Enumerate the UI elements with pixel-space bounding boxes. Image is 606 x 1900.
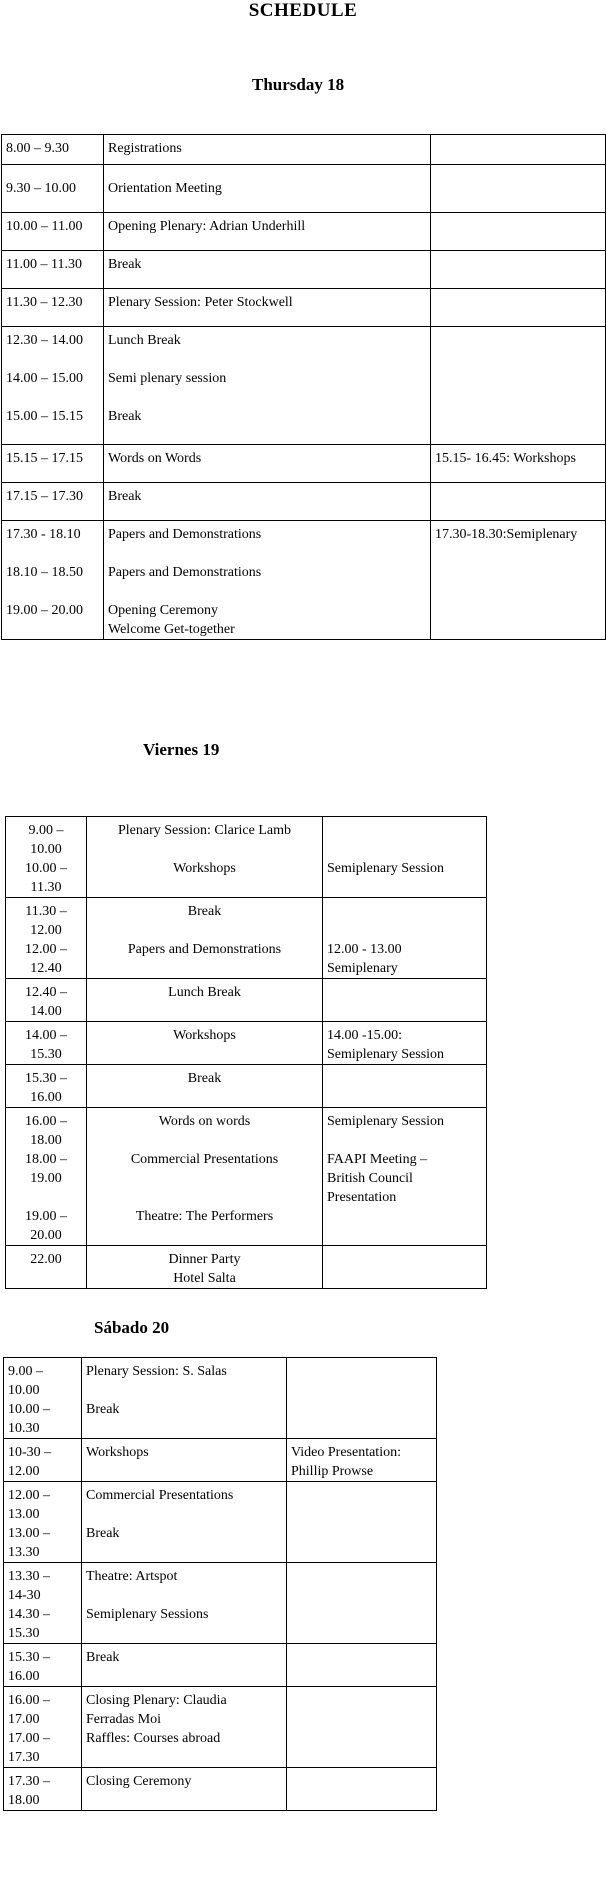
time-cell	[4, 1687, 82, 1768]
event-line	[108, 388, 426, 407]
schedule-row	[2, 251, 606, 289]
time-cell	[4, 1644, 82, 1687]
viernes-schedule-table	[5, 816, 487, 1289]
event-line	[108, 544, 426, 563]
extra-line	[327, 921, 482, 940]
event-cell	[82, 1644, 287, 1687]
time-line: 13.00 –	[8, 1526, 50, 1541]
time-cell	[2, 135, 104, 165]
event-line	[86, 1419, 282, 1438]
event-line: Semi plenary session	[108, 371, 227, 386]
time-cell	[2, 251, 104, 289]
time-line: 14.00 –	[25, 1028, 67, 1043]
time-line: 16.00	[30, 1090, 62, 1105]
event-line	[91, 840, 318, 859]
event-line: Workshops	[173, 861, 236, 876]
event-cell	[104, 445, 431, 483]
time-line: 14.00	[30, 1004, 62, 1019]
extra-cell	[287, 1482, 437, 1563]
time-cell	[2, 213, 104, 251]
event-line: Words on words	[158, 1114, 251, 1129]
event-cell	[87, 1065, 323, 1108]
time-line: 11.30 – 12.30	[6, 295, 83, 310]
time-line: 15.15 – 17.15	[6, 451, 83, 466]
time-line: 19.00 –	[25, 1209, 67, 1224]
schedule-row	[2, 289, 606, 327]
schedule-row	[6, 817, 487, 898]
extra-cell	[431, 289, 606, 327]
event-line: Break	[86, 1526, 120, 1541]
event-line: Commercial Presentations	[86, 1488, 234, 1503]
event-line: Commercial Presentations	[130, 1152, 279, 1167]
time-line: 10.00	[30, 842, 62, 857]
schedule-row	[4, 1768, 437, 1811]
event-line: Theatre: The Performers	[135, 1209, 274, 1224]
schedule-row	[4, 1687, 437, 1768]
event-cell	[87, 817, 323, 898]
event-line: Hotel Salta	[173, 1271, 236, 1286]
event-line: Raffles: Courses abroad	[86, 1731, 221, 1746]
extra-cell	[431, 165, 606, 213]
time-cell	[2, 445, 104, 483]
extra-line	[327, 1131, 482, 1150]
event-cell	[82, 1563, 287, 1644]
time-line: 10.00 –	[25, 861, 67, 876]
schedule-row	[6, 1022, 487, 1065]
time-line: 18.00	[8, 1793, 40, 1808]
time-cell	[4, 1563, 82, 1644]
event-line: Lunch Break	[108, 333, 181, 348]
time-line: 22.00	[30, 1252, 62, 1267]
time-cell	[6, 979, 87, 1022]
time-line: 14.00 – 15.00	[6, 371, 83, 386]
time-line: 14.30 –	[8, 1607, 50, 1622]
event-cell	[104, 213, 431, 251]
time-cell	[6, 1022, 87, 1065]
time-cell	[4, 1482, 82, 1563]
viernes-heading: Viernes 19	[143, 740, 220, 759]
time-line: 20.00	[30, 1228, 62, 1243]
event-cell	[87, 1022, 323, 1065]
time-line: 15.00 – 15.15	[6, 409, 83, 424]
event-cell	[82, 1439, 287, 1482]
event-cell	[104, 327, 431, 445]
time-line: 10.00	[8, 1383, 40, 1398]
event-line: Papers and Demonstrations	[127, 942, 282, 957]
time-line: 10.00 –	[8, 1402, 50, 1417]
event-cell	[87, 1246, 323, 1289]
event-line: Semiplenary Sessions	[86, 1607, 209, 1622]
event-line	[108, 350, 426, 369]
event-line: Registrations	[108, 141, 182, 156]
time-line: 17.00	[8, 1712, 40, 1727]
event-cell	[104, 165, 431, 213]
event-line	[91, 1226, 318, 1245]
time-cell	[4, 1439, 82, 1482]
extra-cell	[287, 1439, 437, 1482]
event-line: Plenary Session: S. Salas	[86, 1364, 227, 1379]
time-cell	[2, 289, 104, 327]
time-line: 15.30	[30, 1047, 62, 1062]
time-line	[6, 350, 99, 369]
event-line: Ferradas Moi	[86, 1712, 162, 1727]
time-line: 17.30 - 18.10	[6, 527, 81, 542]
schedule-row	[2, 213, 606, 251]
time-line	[10, 1188, 82, 1207]
event-line	[86, 1505, 282, 1524]
time-line: 13.00	[8, 1507, 40, 1522]
extra-cell	[323, 1065, 487, 1108]
event-cell	[104, 289, 431, 327]
extra-line: Semiplenary Session	[327, 1114, 445, 1129]
event-cell	[104, 521, 431, 640]
event-line	[91, 1131, 318, 1150]
extra-cell	[287, 1687, 437, 1768]
event-cell	[104, 251, 431, 289]
time-line: 17.15 – 17.30	[6, 489, 83, 504]
time-line: 16.00 –	[25, 1114, 67, 1129]
event-line: Papers and Demonstrations	[108, 565, 262, 580]
time-line: 12.40 –	[25, 985, 67, 1000]
extra-line	[327, 902, 482, 921]
time-cell	[4, 1358, 82, 1439]
time-cell	[6, 1108, 87, 1246]
time-cell	[2, 327, 104, 445]
time-line: 15.30 –	[25, 1071, 67, 1086]
schedule-row	[2, 521, 606, 640]
extra-line: Semiplenary	[327, 961, 398, 976]
event-line: Opening Plenary: Adrian Underhill	[108, 219, 306, 234]
event-line: Plenary Session: Clarice Lamb	[117, 823, 292, 838]
time-line	[6, 620, 99, 639]
time-line: 9.30 – 10.00	[6, 181, 76, 196]
time-line: 10.30	[8, 1421, 40, 1436]
page-title: SCHEDULE	[248, 0, 358, 21]
event-line: Break	[108, 489, 142, 504]
event-cell	[104, 483, 431, 521]
extra-cell	[431, 135, 606, 165]
time-line: 9.00 –	[8, 1364, 43, 1379]
schedule-row	[6, 979, 487, 1022]
event-line: Break	[187, 904, 222, 919]
time-line: 17.00 –	[8, 1731, 50, 1746]
event-cell	[87, 979, 323, 1022]
extra-line: 15.15- 16.45: Workshops	[435, 451, 576, 466]
sabado-heading: Sábado 20	[94, 1318, 170, 1337]
event-line: Welcome Get-together	[108, 622, 235, 637]
event-cell	[104, 135, 431, 165]
extra-line: Presentation	[327, 1190, 397, 1205]
time-line: 15.30	[8, 1626, 40, 1641]
time-line: 15.30 –	[8, 1650, 50, 1665]
schedule-row	[6, 898, 487, 979]
sabado-schedule-table	[3, 1357, 437, 1811]
time-cell	[6, 1246, 87, 1289]
time-line: 11.30	[30, 880, 62, 895]
extra-line: 12.00 - 13.00	[327, 942, 402, 957]
event-cell	[82, 1482, 287, 1563]
event-cell	[82, 1768, 287, 1811]
extra-cell	[287, 1563, 437, 1644]
event-line	[86, 1748, 282, 1767]
event-line	[91, 1188, 318, 1207]
extra-cell	[431, 327, 606, 445]
extra-line: Phillip Prowse	[291, 1464, 374, 1479]
event-line	[86, 1624, 282, 1643]
time-line: 10-30 –	[8, 1445, 52, 1460]
time-line: 12.00	[30, 923, 62, 938]
time-cell	[6, 1065, 87, 1108]
event-line: Opening Ceremony	[108, 603, 219, 618]
event-line: Break	[108, 257, 142, 272]
time-line: 13.30	[8, 1545, 40, 1560]
time-line: 18.10 – 18.50	[6, 565, 83, 580]
schedule-row	[2, 165, 606, 213]
time-cell	[2, 165, 104, 213]
event-line: Workshops	[173, 1028, 236, 1043]
event-line: Workshops	[86, 1445, 149, 1460]
schedule-row	[2, 445, 606, 483]
extra-cell	[323, 817, 487, 898]
schedule-row	[2, 483, 606, 521]
event-line	[91, 921, 318, 940]
extra-line: Semiplenary Session	[327, 861, 445, 876]
event-line: Break	[86, 1402, 120, 1417]
event-line: Break	[108, 409, 142, 424]
event-line	[91, 959, 318, 978]
schedule-row	[6, 1108, 487, 1246]
time-line: 17.30 –	[8, 1774, 50, 1789]
time-line: 14-30	[8, 1588, 41, 1603]
time-line	[6, 582, 99, 601]
time-line: 11.30 –	[25, 904, 67, 919]
time-line: 12.00	[8, 1464, 40, 1479]
time-line: 19.00 – 20.00	[6, 603, 83, 618]
schedule-row	[4, 1482, 437, 1563]
event-cell	[82, 1358, 287, 1439]
extra-line: Video Presentation:	[291, 1445, 401, 1460]
schedule-row	[6, 1065, 487, 1108]
extra-cell	[287, 1358, 437, 1439]
event-line: Break	[86, 1650, 120, 1665]
event-line	[86, 1586, 282, 1605]
schedule-row	[4, 1644, 437, 1687]
extra-cell	[323, 1022, 487, 1065]
time-line: 16.00 –	[8, 1693, 50, 1708]
extra-cell	[431, 483, 606, 521]
time-line: 12.40	[30, 961, 62, 976]
time-line: 12.30 – 14.00	[6, 333, 83, 348]
event-line: Break	[187, 1071, 222, 1086]
schedule-row	[6, 1246, 487, 1289]
event-line: Words on Words	[108, 451, 202, 466]
event-line	[108, 582, 426, 601]
event-line: Plenary Session: Peter Stockwell	[108, 295, 293, 310]
extra-cell	[431, 213, 606, 251]
schedule-row	[4, 1563, 437, 1644]
time-line: 13.30 –	[8, 1569, 50, 1584]
time-line: 18.00 –	[25, 1152, 67, 1167]
event-cell	[82, 1687, 287, 1768]
event-line: Papers and Demonstrations	[108, 527, 262, 542]
schedule-row	[2, 327, 606, 445]
extra-line: FAAPI Meeting –	[327, 1152, 428, 1167]
time-line: 8.00 – 9.30	[6, 141, 69, 156]
event-line: Closing Plenary: Claudia	[86, 1693, 227, 1708]
time-line: 18.00	[30, 1133, 62, 1148]
extra-cell	[323, 1108, 487, 1246]
extra-cell	[431, 445, 606, 483]
time-line: 12.00 –	[25, 942, 67, 957]
time-line	[6, 544, 99, 563]
event-line: Orientation Meeting	[108, 181, 222, 196]
time-cell	[6, 898, 87, 979]
time-line: 10.00 – 11.00	[6, 219, 83, 234]
event-line: Closing Ceremony	[86, 1774, 192, 1789]
extra-cell	[323, 979, 487, 1022]
extra-line	[327, 840, 482, 859]
thursday-schedule-table	[1, 134, 606, 640]
extra-line: Semiplenary Session	[327, 1047, 445, 1062]
event-line	[86, 1543, 282, 1562]
extra-cell	[431, 521, 606, 640]
event-line	[86, 1381, 282, 1400]
time-cell	[4, 1768, 82, 1811]
time-line: 12.00 –	[8, 1488, 50, 1503]
extra-cell	[323, 898, 487, 979]
schedule-row	[4, 1358, 437, 1439]
time-cell	[2, 483, 104, 521]
extra-cell	[287, 1644, 437, 1687]
extra-cell	[431, 251, 606, 289]
event-line	[91, 1169, 318, 1188]
time-line	[6, 388, 99, 407]
extra-cell	[287, 1768, 437, 1811]
event-line	[91, 878, 318, 897]
time-line: 16.00	[8, 1669, 40, 1684]
event-cell	[87, 898, 323, 979]
extra-line: 14.00 -15.00:	[327, 1028, 403, 1043]
event-cell	[87, 1108, 323, 1246]
time-line: 11.00 – 11.30	[6, 257, 82, 272]
time-line: 19.00	[30, 1171, 62, 1186]
event-line: Lunch Break	[168, 985, 241, 1000]
time-cell	[2, 521, 104, 640]
extra-cell	[323, 1246, 487, 1289]
extra-line	[327, 821, 482, 840]
schedule-row	[4, 1439, 437, 1482]
schedule-row	[2, 135, 606, 165]
event-line: Theatre: Artspot	[86, 1569, 178, 1584]
time-line: 9.00 –	[28, 823, 64, 838]
event-line: Dinner Party	[168, 1252, 241, 1267]
extra-line: 17.30-18.30:Semiplenary	[435, 527, 578, 542]
time-line: 17.30	[8, 1750, 40, 1765]
extra-line: British Council	[327, 1171, 413, 1186]
thursday-heading: Thursday 18	[252, 75, 345, 94]
time-cell	[6, 817, 87, 898]
